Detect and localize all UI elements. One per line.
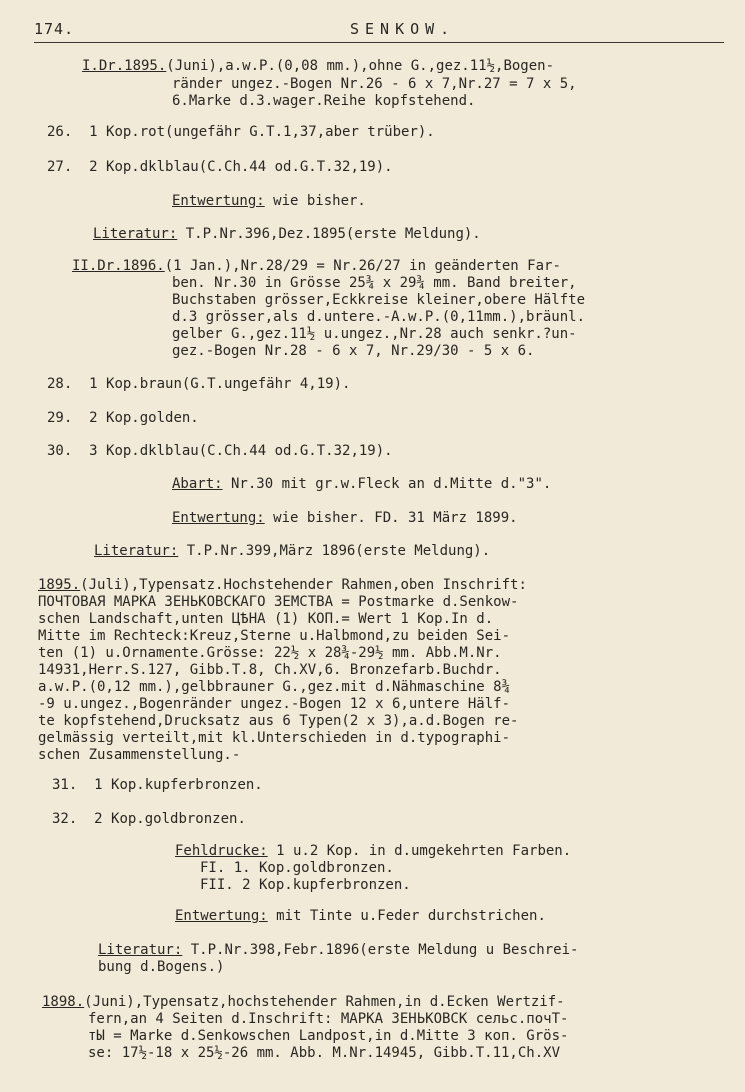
stamp-entry-30: 30. 3 Kop.dklblau(C.Ch.44 od.G.T.32,19). xyxy=(47,443,393,459)
paragraph-first-printing-1895-line-1: I.Dr.1895.(Juni),a.w.P.(0,08 mm.),ohne G.,gez.11½,Bogen- xyxy=(82,58,555,74)
paragraph-line: Buchstaben grösser,Eckkreise kleiner,obere Hälfte xyxy=(172,292,586,308)
literature-note-continuation: bung d.Bogens.) xyxy=(98,959,225,975)
paragraph-line: ПОЧТОВАЯ МАРКА ЗЕНЬКОВСКАГО ЗЕМСТВА = Postmarke d.Senkow- xyxy=(38,594,519,610)
cancellation-note: Entwertung: wie bisher. FD. 31 März 1899. xyxy=(172,510,518,526)
stamp-entry-27: 27. 2 Kop.dklblau(C.Ch.44 od.G.T.32,19). xyxy=(47,159,393,175)
paragraph-line: тЫ = Marke d.Senkowschen Landpost,in d.Mitte 3 коп. Grös- xyxy=(88,1028,569,1044)
paragraph-line: ten (1) u.Ornamente.Grösse: 22½ x 28¾-29½ mm. Abb.M.Nr. xyxy=(38,645,502,661)
paragraph-line: gez.-Bogen Nr.28 - 6 x 7, Nr.29/30 - 5 x 6. xyxy=(172,343,535,359)
issue-year-label: 1898. xyxy=(42,994,85,1010)
paragraph-line: 6.Marke d.3.wager.Reihe kopfstehend. xyxy=(172,93,476,109)
paragraph-line: Mitte im Rechteck:Kreuz,Sterne u.Halbmond,zu beiden Sei- xyxy=(38,628,511,644)
paragraph-second-printing-1896-line-1: II.Dr.1896.(1 Jan.),Nr.28/29 = Nr.26/27 in geänderten Far- xyxy=(72,258,561,274)
paragraph-line: gelmässig verteilt,mit kl.Unterschieden in d.typographi- xyxy=(38,730,511,746)
paragraph-line: gelber G.,gez.11½ u.ungez.,Nr.28 auch senkr.?un- xyxy=(172,326,577,342)
printing-label: II.Dr.1896. xyxy=(72,258,165,274)
misprint-item: FI. 1. Kop.goldbronzen. xyxy=(200,860,394,876)
cancellation-note: Entwertung: mit Tinte u.Feder durchstrichen. xyxy=(175,908,546,924)
paragraph-line: fern,an 4 Seiten d.Inschrift: МАРКА ЗЕНЬКОВСК сельс.почТ- xyxy=(88,1011,569,1027)
paragraph-issue-1898-line-1: 1898.(Juni),Typensatz,hochstehender Rahmen,in d.Ecken Wertzif- xyxy=(42,994,565,1010)
paragraph-issue-1895-line-1: 1895.(Juli),Typensatz.Hochstehender Rahmen,oben Inschrift: xyxy=(38,577,527,593)
stamp-entry-28: 28. 1 Kop.braun(G.T.ungefähr 4,19). xyxy=(47,376,351,392)
page-number: 174. xyxy=(34,20,75,38)
stamp-entry-32: 32. 2 Kop.goldbronzen. xyxy=(52,811,246,827)
misprint-item: FII. 2 Kop.kupferbronzen. xyxy=(200,877,411,893)
printing-label: I.Dr.1895. xyxy=(82,58,167,74)
variety-note: Abart: Nr.30 mit gr.w.Fleck an d.Mitte d."3". xyxy=(172,476,552,492)
literature-note: Literatur: T.P.Nr.398,Febr.1896(erste Meldung u Beschrei- xyxy=(98,942,579,958)
stamp-entry-31: 31. 1 Kop.kupferbronzen. xyxy=(52,777,263,793)
page-header xyxy=(34,20,724,43)
page-title: SENKOW. xyxy=(350,20,456,38)
paragraph-line: ben. Nr.30 in Grösse 25¾ x 29¾ mm. Band breiter, xyxy=(172,275,577,291)
paragraph-line: a.w.P.(0,12 mm.),gelbbrauner G.,gez.mit d.Nähmaschine 8¾ xyxy=(38,679,511,695)
paragraph-line: te kopfstehend,Drucksatz aus 6 Typen(2 x 3),a.d.Bogen re- xyxy=(38,713,519,729)
literature-note: Literatur: T.P.Nr.399,März 1896(erste Meldung). xyxy=(94,543,491,559)
misprints-note: Fehldrucke: 1 u.2 Kop. in d.umgekehrten Farben. xyxy=(175,843,572,859)
stamp-entry-26: 26. 1 Kop.rot(ungefähr G.T.1,37,aber trüber). xyxy=(47,124,435,140)
paragraph-line: schen Zusammenstellung.- xyxy=(38,747,241,763)
paragraph-line: d.3 grösser,als d.untere.-A.w.P.(0,11mm.),bräunl. xyxy=(172,309,586,325)
paragraph-line: 14931,Herr.S.127, Gibb.T.8, Ch.XV,6. Bronzefarb.Buchdr. xyxy=(38,662,502,678)
paragraph-line: schen Landschaft,unten ЦѢНА (1) КОП.= Wert 1 Kop.In d. xyxy=(38,611,494,627)
stamp-entry-29: 29. 2 Kop.golden. xyxy=(47,410,199,426)
issue-year-label: 1895. xyxy=(38,577,81,593)
literature-note: Literatur: T.P.Nr.396,Dez.1895(erste Meldung). xyxy=(93,226,481,242)
cancellation-note: Entwertung: wie bisher. xyxy=(172,193,366,209)
paragraph-line: -9 u.ungez.,Bogenränder ungez.-Bogen 12 x 6,untere Hälf- xyxy=(38,696,511,712)
paragraph-line: ränder ungez.-Bogen Nr.26 - 6 x 7,Nr.27 = 7 x 5, xyxy=(172,76,577,92)
paragraph-line: se: 17½-18 x 25½-26 mm. Abb. M.Nr.14945, Gibb.T.11,Ch.XV xyxy=(88,1045,561,1061)
